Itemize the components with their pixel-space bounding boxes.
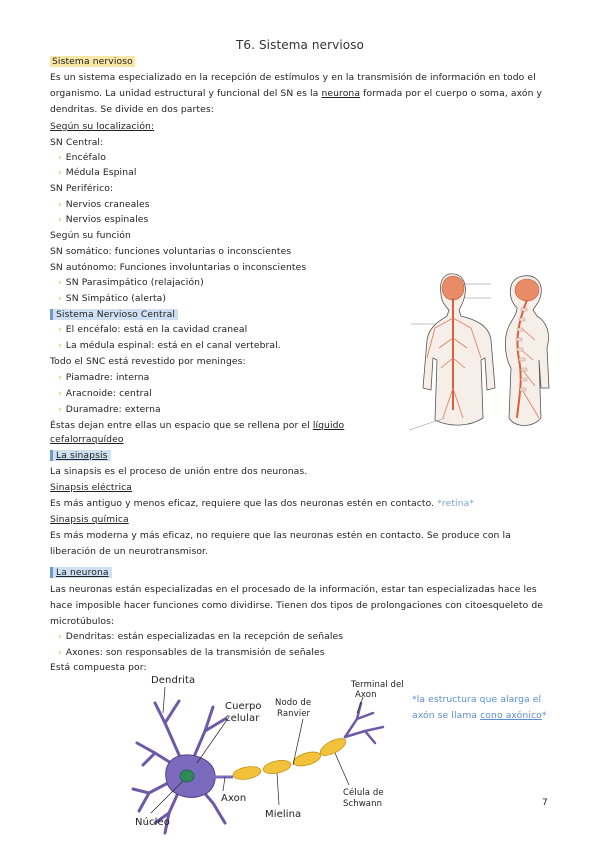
list-item: › Nervios craneales — [58, 199, 150, 210]
paragraph-line: SN autónomo: Funciones involuntarias o inconscientes — [50, 262, 307, 273]
paragraph-line: SN somático: funciones voluntarias o inconscientes — [50, 246, 292, 257]
section-heading-sinapsis: La sinapsis — [50, 450, 111, 462]
subheading-funcion: Según su función — [50, 230, 131, 241]
paragraph-line: dendritas. Se divide en dos partes: — [50, 104, 214, 115]
neuron-diagram — [125, 673, 415, 848]
label-terminal: Terminal del — [351, 680, 404, 690]
page-number: 7 — [542, 798, 548, 808]
list-item: › SN Simpático (alerta) — [58, 293, 167, 304]
paragraph-line: liberación de un neurotransmisor. — [50, 546, 209, 557]
label-schwann: Schwann — [343, 799, 383, 809]
list-item: › La médula espinal: está en el canal vertebral. — [58, 340, 281, 351]
paragraph-line: Todo el SNC está revestido por meninges: — [50, 356, 246, 367]
list-heading: SN Central: — [50, 137, 104, 148]
list-heading: SN Periférico: — [50, 183, 114, 194]
list-item: › Encéfalo — [58, 152, 106, 163]
list-item: › SN Parasimpático (relajación) — [58, 277, 204, 288]
list-item: › Axones: son responsables de la transmisión de señales — [58, 647, 325, 658]
list-item: › Dendritas: están especializadas en la recepción de señales — [58, 631, 344, 642]
label-cuerpo: Cuerpo — [225, 701, 262, 712]
label-mielina: Mielina — [265, 809, 302, 820]
page-title: T6. Sistema nervioso — [235, 38, 365, 52]
subheading-localizacion: Según su localización: — [50, 121, 155, 132]
paragraph-line: Éstas dejan entre ellas un espacio que se rellena por el líquido — [50, 420, 345, 431]
nervous-system-figure — [405, 268, 555, 438]
section-heading-neurona: La neurona — [50, 567, 112, 579]
label-ranvier: Ranvier — [277, 709, 311, 719]
paragraph-line: cefalorraquídeo — [50, 434, 124, 445]
list-item: › El encéfalo: está en la cavidad craneal — [58, 324, 248, 335]
label-celula: Célula de — [343, 788, 384, 798]
paragraph-line: Está compuesta por: — [50, 662, 147, 673]
label-nodo: Nodo de — [275, 698, 312, 708]
paragraph-line: La sinapsis es el proceso de unión entre dos neuronas. — [50, 466, 308, 477]
paragraph-line: microtúbulos: — [50, 616, 115, 627]
list-item: › Aracnoide: central — [58, 388, 152, 399]
section-heading-sistema-nervioso: Sistema nervioso — [52, 56, 133, 67]
label-dendrita: Dendrita — [151, 675, 196, 686]
side-note: *la estructura que alarga el axón se llama cono axónico* — [412, 694, 547, 721]
paragraph-line: Es más antiguo y menos eficaz, requiere que las dos neuronas estén en contacto. *retina* — [50, 498, 475, 509]
list-item: › Nervios espinales — [58, 214, 149, 225]
list-item: › Piamadre: interna — [58, 372, 150, 383]
list-item: › Duramadre: externa — [58, 404, 161, 415]
label-nucleo: Núcleo — [135, 817, 170, 828]
subheading-quimica: Sinapsis química — [50, 514, 129, 525]
paragraph-line: Las neuronas están especializadas en el procesado de la información, estar tan especializadas hace les — [50, 584, 537, 595]
list-item: › Médula Espinal — [58, 167, 137, 178]
paragraph-line: hace imposible hacer funciones como dividirse. Tienen dos tipos de prolongaciones con citoesqueleto de — [50, 600, 543, 611]
paragraph-line: Es un sistema especializado en la recepción de estímulos y en la transmisión de información en todo el — [50, 72, 536, 83]
subheading-electrica: Sinapsis eléctrica — [50, 482, 133, 493]
paragraph-line: Es más moderna y más eficaz, no requiere que las neuronas estén en contacto. Se produce con la — [50, 530, 511, 541]
label-axon: Axon — [221, 793, 247, 804]
label-celular: celular — [225, 713, 260, 724]
label-terminal-axon: Axon — [355, 690, 377, 700]
section-heading-snc: Sistema Nervioso Central — [50, 309, 178, 321]
paragraph-line: organismo. La unidad estructural y funcional del SN es la neurona formada por el cuerpo o soma, axón y — [50, 88, 543, 99]
